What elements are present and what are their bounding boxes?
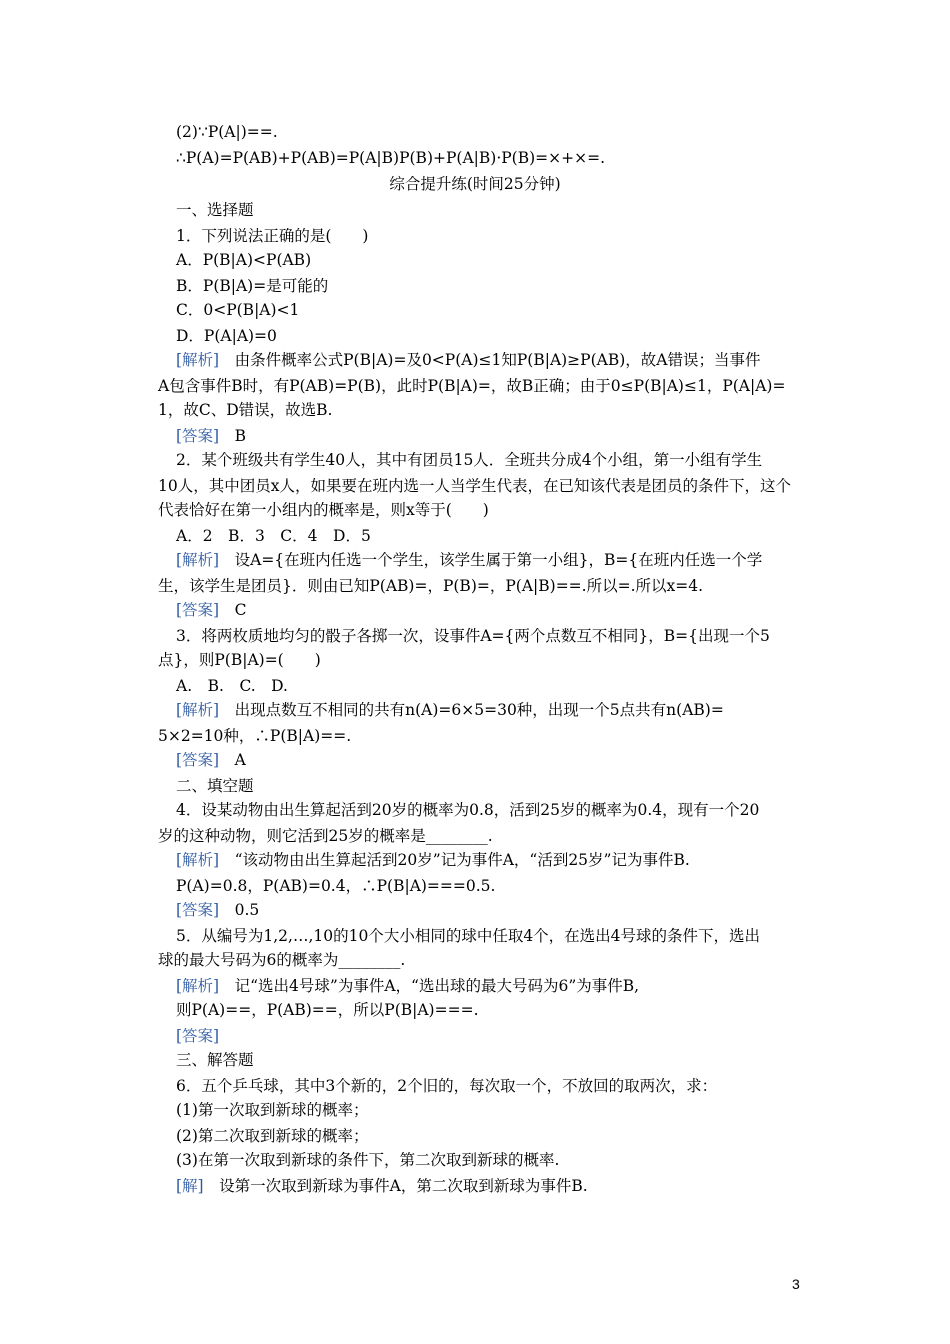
answer-text: B [234,427,247,445]
section-title: 综合提升练(时间25分钟) [389,175,561,193]
analysis-line: P(A)=0.8，P(AB)=0.4，∴P(B|A)===0.5. [176,877,496,895]
question-stem: 4．设某动物由出生算起活到20岁的概率为0.8，活到25岁的概率为0.4，现有一个20 [176,801,760,819]
analysis-text: 出现点数互不相同的共有n(A)=6×5=30种，出现一个5点共有n(AB)= [234,701,724,719]
question-stem: 1．下列说法正确的是( ) [176,227,369,245]
answer-tag: [答案] [176,901,220,919]
analysis-line [176,976,639,996]
answer-text: 0.5 [234,901,260,919]
option-line: A. B. C. D. [176,677,288,695]
question-stem: 点}，则P(B|A)=( ) [158,651,321,669]
answer-line [176,900,259,920]
answer-tag: [答案] [176,427,220,445]
text-line: ∴P(A)=P(AB)+P(AB)=P(A|B)P(B)+P(A|B)·P(B)=×+×=. [176,149,606,167]
analysis-tag: [解析] [176,977,220,995]
analysis-text: 设A={在班内任选一个学生，该学生属于第一小组}，B={在班内任选一个学 [234,551,763,569]
option-line: A．2 B．3 C．4 D．5 [176,527,371,545]
section-heading: 二、填空题 [176,777,254,795]
analysis-line [176,550,762,570]
analysis-tag: [解析] [176,851,220,869]
question-stem: 10人，其中团员x人，如果要在班内选一人当学生代表，在已知该代表是团员的条件下，这个 [158,477,791,495]
question-stem: 6．五个乒乓球，其中3个新的，2个旧的，每次取一个，不放回的取两次，求： [176,1077,718,1095]
question-stem: 岁的这种动物，则它活到25岁的概率是________. [158,827,493,845]
solution-text: 设第一次取到新球为事件A，第二次取到新球为事件B. [219,1177,588,1195]
answer-tag: [答案] [176,751,220,769]
analysis-line [176,850,690,870]
question-stem: 2．某个班级共有学生40人，其中有团员15人．全班共分成4个小组，第一小组有学生 [176,451,763,469]
analysis-line: 生，该学生是团员}．则由已知P(AB)=，P(B)=，P(A|B)==.所以=.所以x=4. [158,577,704,595]
analysis-line: 5×2=10种，∴P(B|A)==. [158,727,352,745]
answer-text: C [234,601,247,619]
analysis-text: “该动物由出生算起活到20岁”记为事件A，“活到25岁”记为事件B. [234,851,690,869]
answer-line [176,1026,219,1046]
analysis-tag: [解析] [176,551,220,569]
question-stem: 球的最大号码为6的概率为________. [158,951,406,969]
option-line: C．0<P(B|A)<1 [176,301,300,319]
analysis-line: A包含事件B时，有P(AB)=P(B)，此时P(B|A)=，故B正确；由于0≤P(B|A)≤1，P(A|A)= [158,377,786,395]
analysis-text: 记“选出4号球”为事件A，“选出球的最大号码为6”为事件B, [234,977,640,995]
question-stem: 3．将两枚质地均匀的骰子各掷一次，设事件A={两个点数互不相同}，B={出现一个5 [176,627,770,645]
analysis-line [176,350,760,370]
analysis-text: 由条件概率公式P(B|A)=及0<P(A)≤1知P(B|A)≥P(AB)，故A错误；当事件 [234,351,761,369]
answer-line [176,750,246,770]
analysis-line: 则P(A)==，P(AB)==，所以P(B|A)===. [176,1001,479,1019]
page-number: 3 [792,1276,800,1292]
answer-text: A [234,751,246,769]
text-line: (2)∵P(A|)==. [176,123,278,141]
answer-line [176,600,247,620]
question-stem: 代表恰好在第一小组内的概率是，则x等于( ) [158,501,489,519]
section-heading: 三、解答题 [176,1051,254,1069]
option-line: A．P(B|A)<P(AB) [176,251,312,269]
analysis-line [176,700,724,720]
option-line: B．P(B|A)=是可能的 [176,277,329,295]
analysis-tag: [解析] [176,701,220,719]
solution-tag: [解] [176,1177,204,1195]
question-stem: 5．从编号为1,2,…,10的10个大小相同的球中任取4个，在选出4号球的条件下，选出 [176,927,761,945]
answer-tag: [答案] [176,1027,220,1045]
answer-line [176,426,246,446]
answer-tag: [答案] [176,601,220,619]
option-line: D．P(A|A)=0 [176,327,277,345]
section-heading: 一、选择题 [176,201,254,219]
sub-question: (2)第二次取到新球的概率； [176,1127,369,1145]
analysis-line: 1，故C、D错误，故选B. [158,401,333,419]
solution-line [176,1176,588,1196]
analysis-tag: [解析] [176,351,220,369]
sub-question: (1)第一次取到新球的概率； [176,1101,369,1119]
sub-question: (3)在第一次取到新球的条件下，第二次取到新球的概率. [176,1151,560,1169]
